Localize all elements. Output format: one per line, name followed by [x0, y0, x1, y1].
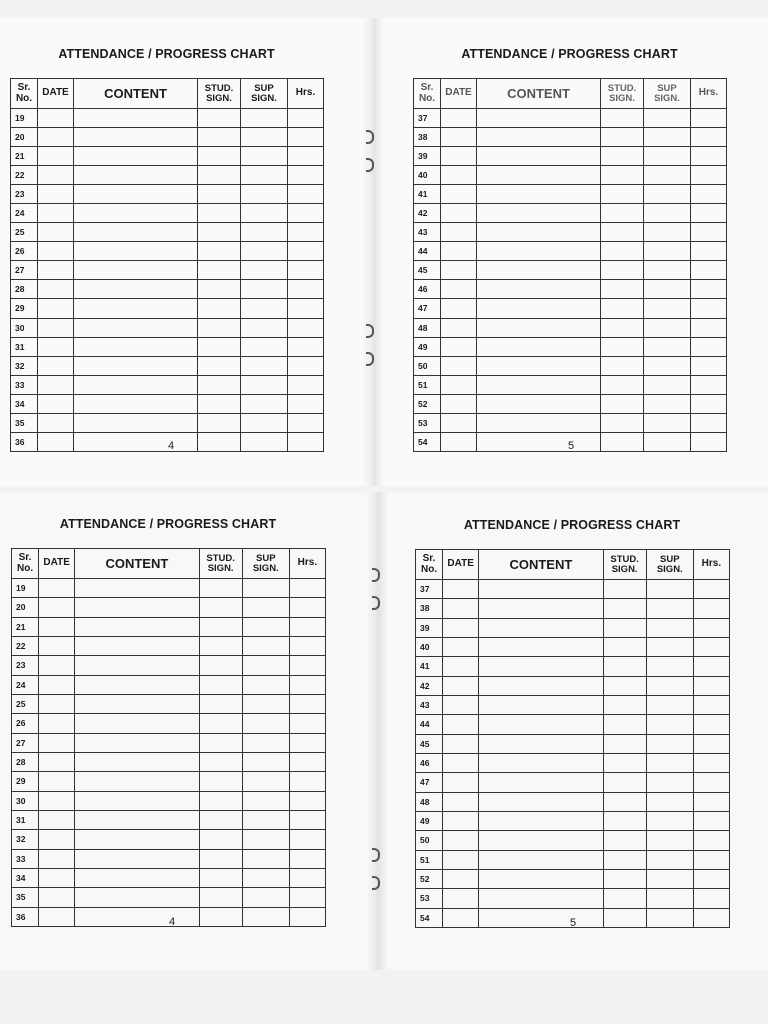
- sr-no-cell: 32: [11, 356, 38, 375]
- sr-no-cell: 33: [11, 375, 38, 394]
- sr-no-cell: 25: [12, 694, 39, 713]
- page-number: 4: [168, 916, 176, 928]
- sr-no-cell: 54: [414, 432, 441, 451]
- sr-no-cell: 28: [11, 280, 38, 299]
- sr-no-cell: 48: [416, 792, 443, 811]
- sr-no-cell: 36: [11, 432, 38, 451]
- header-sup-sign-line2: SIGN.: [656, 563, 683, 575]
- sr-no-cell: 41: [416, 657, 443, 676]
- center-fold: [366, 492, 388, 970]
- chart-title: ATTENDANCE / PROGRESS CHART: [463, 518, 681, 532]
- header-sr-no-line2: No.: [16, 562, 34, 574]
- sr-no-cell: 45: [416, 734, 443, 753]
- sr-no-cell: 35: [11, 413, 38, 432]
- header-sup-sign-line1: SUP: [657, 82, 677, 94]
- sr-no-cell: 53: [416, 889, 443, 908]
- center-fold: [362, 18, 384, 486]
- sr-no-cell: 21: [11, 147, 38, 166]
- sr-no-cell: 48: [414, 318, 441, 337]
- sr-no-cell: 34: [12, 868, 39, 887]
- header-sr-no-line2: No.: [418, 92, 436, 104]
- sr-no-cell: 30: [11, 318, 38, 337]
- sr-no-cell: 35: [12, 888, 39, 907]
- sr-no-cell: 20: [11, 128, 38, 147]
- sr-no-cell: 44: [416, 715, 443, 734]
- header-content: CONTENT: [479, 550, 603, 580]
- header-sup-sign-line2: SIGN.: [252, 562, 279, 574]
- sr-no-cell: 49: [416, 811, 443, 830]
- sr-no-cell: 29: [12, 772, 39, 791]
- booklet-spread-top: [0, 18, 768, 486]
- sr-no-cell: 45: [414, 261, 441, 280]
- header-date: DATE: [443, 550, 479, 580]
- sr-no-cell: 47: [416, 773, 443, 792]
- header-date: DATE: [38, 79, 74, 109]
- sr-no-cell: 51: [414, 375, 441, 394]
- header-sup-sign-line1: SUP: [254, 82, 274, 94]
- sr-no-cell: 20: [12, 598, 39, 617]
- sr-no-cell: 42: [416, 676, 443, 695]
- header-sr-no-line1: Sr.: [422, 553, 436, 564]
- page-number: 5: [569, 917, 577, 929]
- sr-no-cell: 40: [416, 637, 443, 656]
- header-content: CONTENT: [75, 549, 199, 579]
- sr-no-cell: 37: [414, 109, 441, 128]
- header-sup-sign-line2: SIGN.: [654, 92, 680, 104]
- header-sr-no-line2: No.: [420, 563, 438, 575]
- header-sup-sign-line2: SIGN.: [251, 92, 277, 104]
- sr-no-cell: 22: [11, 166, 38, 185]
- sr-no-cell: 31: [12, 810, 39, 829]
- sr-no-cell: 50: [414, 356, 441, 375]
- header-stud-sign-line1: STUD.: [607, 82, 637, 94]
- sr-no-cell: 51: [416, 850, 443, 869]
- sr-no-cell: 24: [12, 675, 39, 694]
- sr-no-cell: 47: [414, 299, 441, 318]
- sr-no-cell: 25: [11, 223, 38, 242]
- header-date: DATE: [441, 79, 477, 109]
- sr-no-cell: 43: [416, 695, 443, 714]
- sr-no-cell: 44: [414, 242, 441, 261]
- header-hrs: Hrs.: [693, 550, 729, 580]
- header-sup-sign-line1: SUP: [660, 553, 680, 565]
- sr-no-cell: 42: [414, 204, 441, 223]
- sr-no-cell: 19: [12, 579, 39, 598]
- sr-no-cell: 50: [416, 831, 443, 850]
- header-stud-sign-line1: STUD.: [206, 552, 235, 564]
- sr-no-cell: 19: [11, 109, 38, 128]
- header-hrs: Hrs.: [691, 79, 727, 109]
- sr-no-cell: 29: [11, 299, 38, 318]
- header-stud-sign-line1: STUD.: [204, 82, 234, 94]
- header-hrs: Hrs.: [289, 549, 325, 579]
- sr-no-cell: 46: [414, 280, 441, 299]
- header-stud-sign-line2: SIGN.: [611, 563, 638, 575]
- header-sr-no-line1: Sr.: [420, 82, 434, 93]
- chart-title: ATTENDANCE / PROGRESS CHART: [58, 47, 275, 61]
- header-sr-no-line1: Sr.: [18, 552, 32, 563]
- sr-no-cell: 28: [12, 752, 39, 771]
- sr-no-cell: 39: [416, 618, 443, 637]
- header-content: CONTENT: [477, 79, 601, 109]
- booklet-spread-bottom: [0, 492, 768, 970]
- sr-no-cell: 23: [12, 656, 39, 675]
- sr-no-cell: 38: [414, 128, 441, 147]
- sr-no-cell: 36: [12, 907, 39, 926]
- sr-no-cell: 38: [416, 599, 443, 618]
- header-content: CONTENT: [74, 79, 198, 109]
- sr-no-cell: 37: [416, 580, 443, 599]
- sr-no-cell: 46: [416, 753, 443, 772]
- sr-no-cell: 40: [414, 166, 441, 185]
- header-hrs: Hrs.: [288, 79, 324, 109]
- header-date: DATE: [39, 549, 75, 579]
- header-sr-no-line2: No.: [15, 92, 33, 104]
- sr-no-cell: 54: [416, 908, 443, 927]
- sr-no-cell: 27: [11, 261, 38, 280]
- sr-no-cell: 24: [11, 204, 38, 223]
- sr-no-cell: 49: [414, 337, 441, 356]
- sr-no-cell: 31: [11, 337, 38, 356]
- sr-no-cell: 34: [11, 394, 38, 413]
- sr-no-cell: 30: [12, 791, 39, 810]
- sr-no-cell: 22: [12, 636, 39, 655]
- sr-no-cell: 39: [414, 147, 441, 166]
- page-number: 4: [167, 440, 175, 452]
- sr-no-cell: 53: [414, 413, 441, 432]
- header-stud-sign-line2: SIGN.: [609, 92, 635, 104]
- header-stud-sign-line2: SIGN.: [206, 92, 232, 104]
- sr-no-cell: 26: [12, 714, 39, 733]
- chart-title: ATTENDANCE / PROGRESS CHART: [461, 47, 678, 61]
- sr-no-cell: 23: [11, 185, 38, 204]
- header-stud-sign-line1: STUD.: [610, 553, 639, 565]
- chart-title: ATTENDANCE / PROGRESS CHART: [59, 517, 277, 531]
- page-number: 5: [567, 440, 575, 452]
- sr-no-cell: 52: [414, 394, 441, 413]
- header-stud-sign-line2: SIGN.: [207, 562, 234, 574]
- sr-no-cell: 26: [11, 242, 38, 261]
- header-sr-no-line1: Sr.: [17, 82, 31, 93]
- sr-no-cell: 41: [414, 185, 441, 204]
- sr-no-cell: 33: [12, 849, 39, 868]
- header-sup-sign-line1: SUP: [256, 552, 276, 564]
- sr-no-cell: 52: [416, 869, 443, 888]
- sr-no-cell: 27: [12, 733, 39, 752]
- sr-no-cell: 43: [414, 223, 441, 242]
- sr-no-cell: 32: [12, 830, 39, 849]
- sr-no-cell: 21: [12, 617, 39, 636]
